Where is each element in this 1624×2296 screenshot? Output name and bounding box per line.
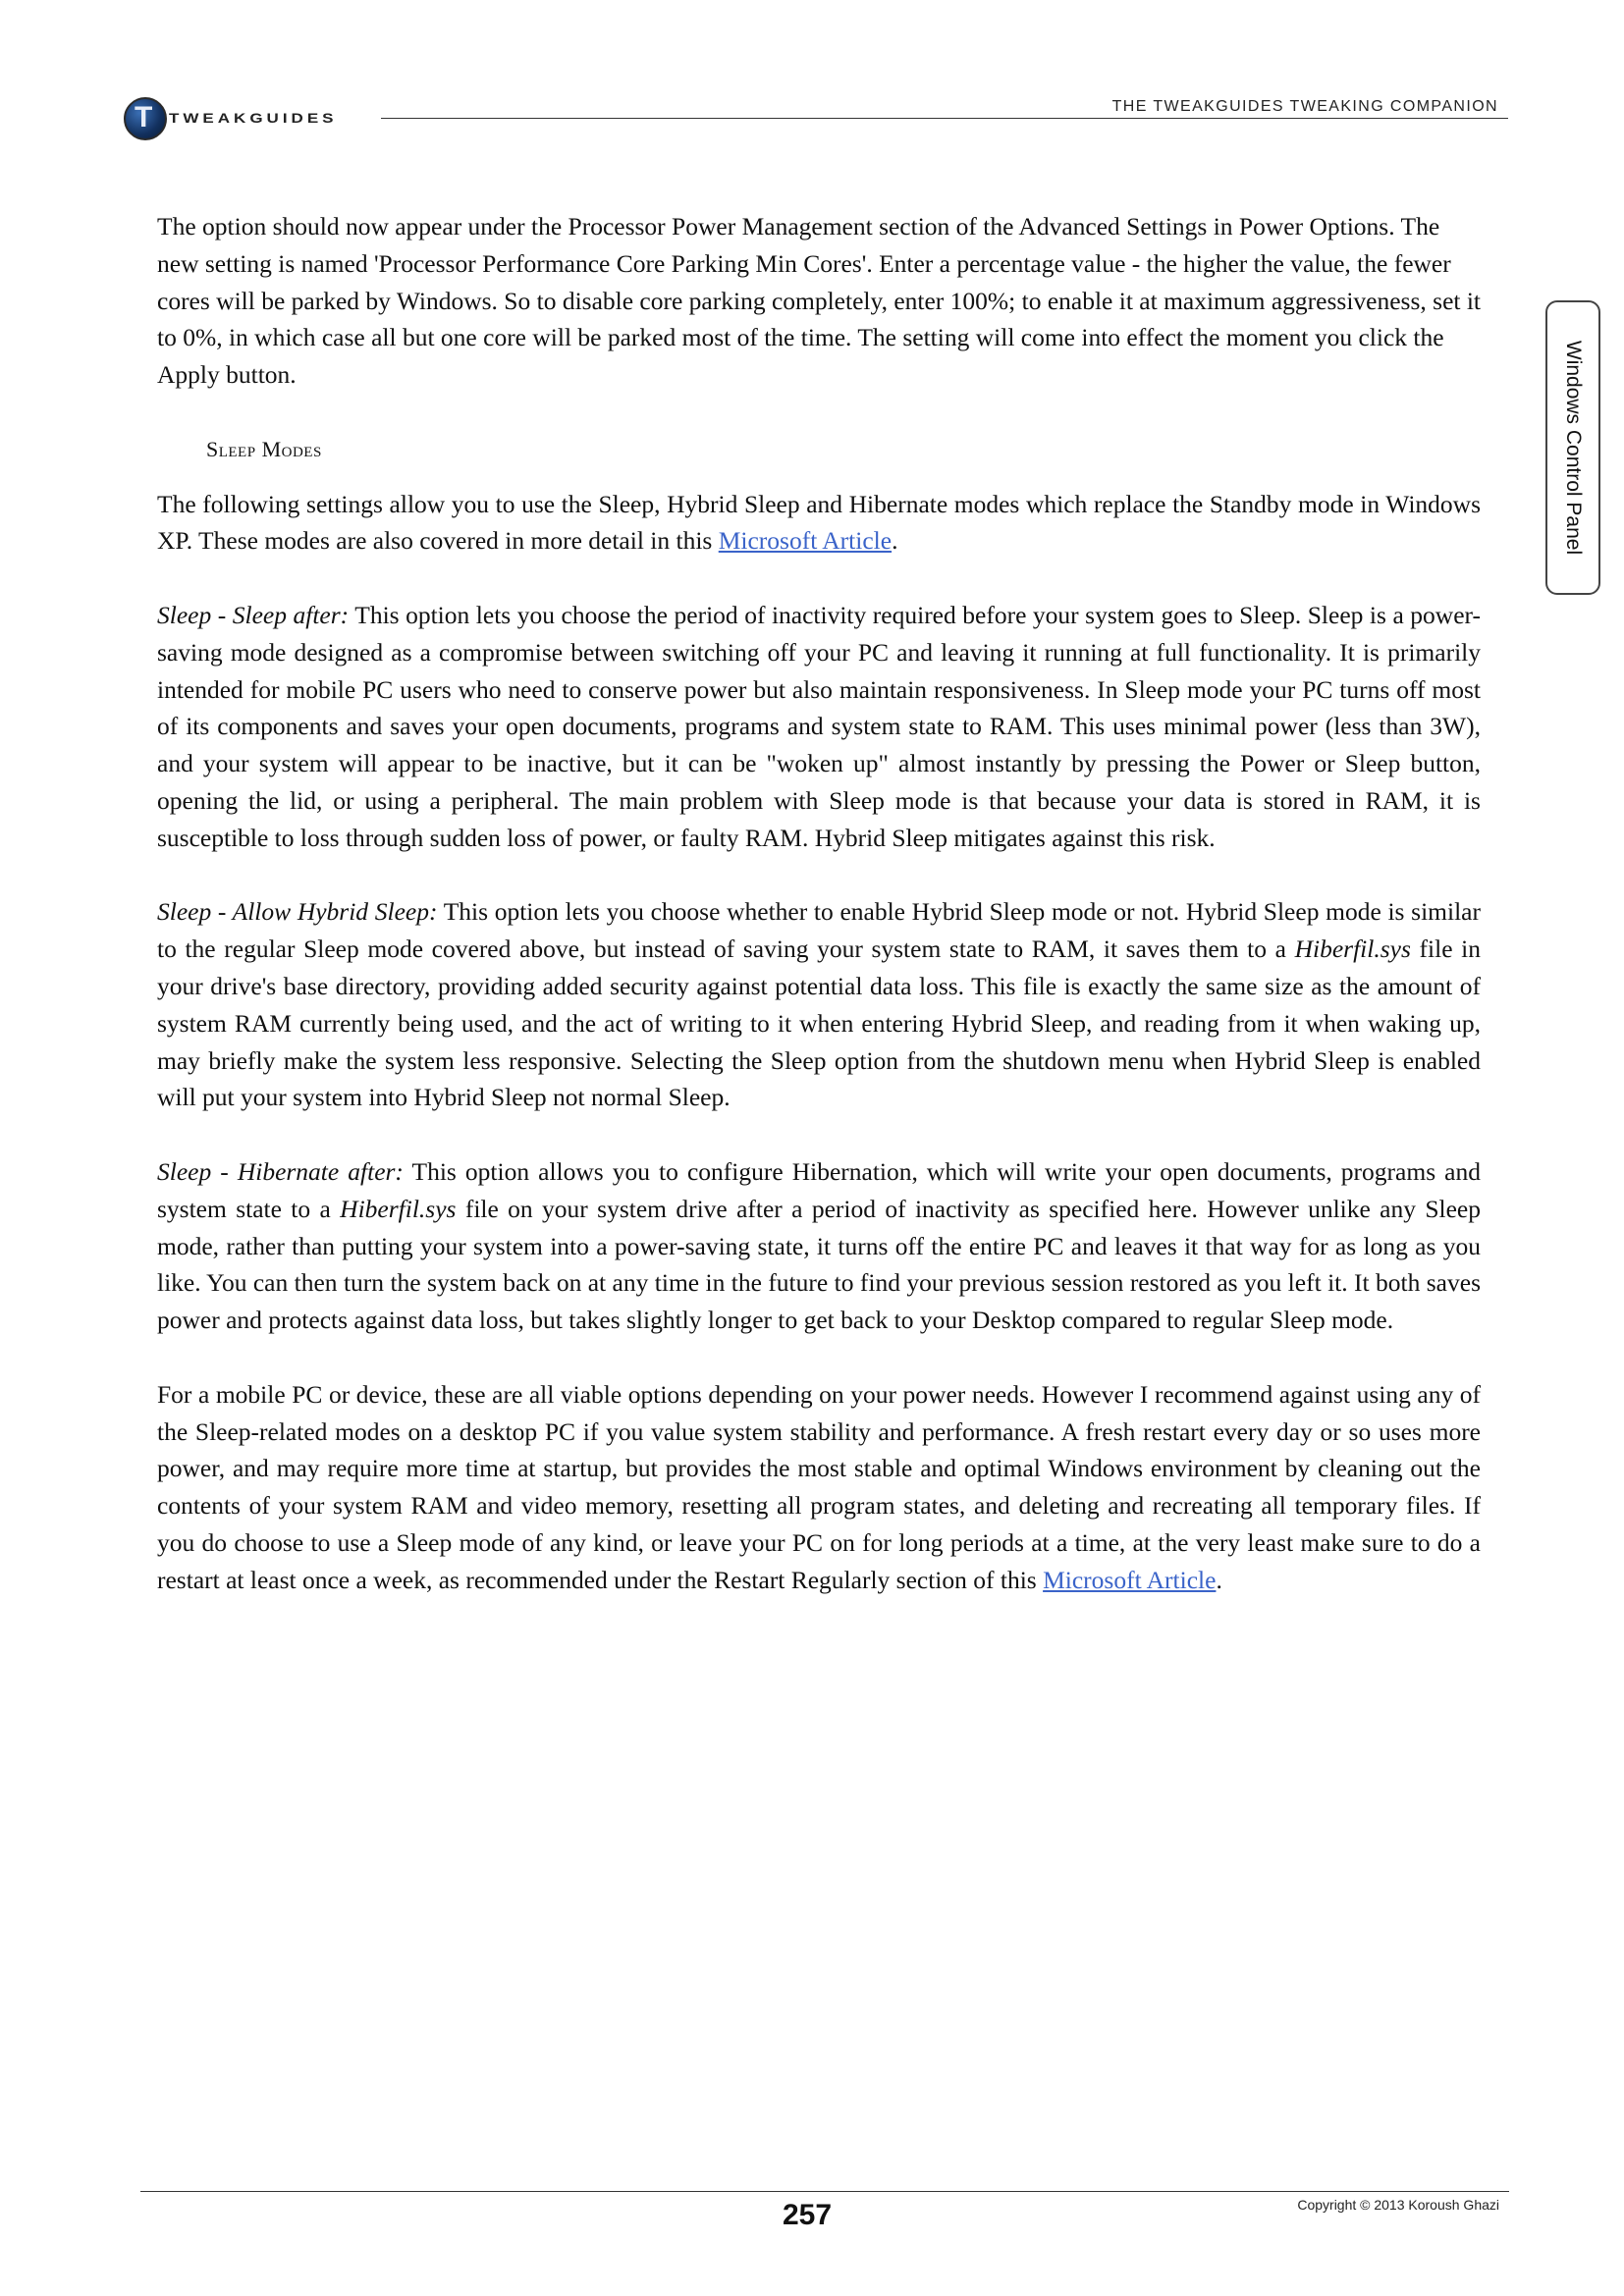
page-header (0, 0, 1624, 137)
paragraph-sleep-intro (157, 486, 1481, 561)
logo-wordmark: TWEAKGUIDES (169, 111, 338, 127)
page-body (157, 208, 1481, 1598)
setting-term: Sleep - Sleep after: (157, 600, 350, 629)
paragraph-text: . (1216, 1565, 1222, 1594)
header-rule (381, 118, 1508, 119)
paragraph-text: This option allows you to configure Hibernation, which will write your open documents, programs and system state to a (157, 1156, 1481, 1223)
copyright-notice: Copyright © 2013 Koroush Ghazi (1297, 2197, 1499, 2213)
chapter-side-tab-label: Windows Control Panel (1562, 340, 1585, 556)
paragraph-text: This option lets you choose the period of inactivity required before your system goes to Sleep. Sleep is a power-saving mode designed as a compromise between switching off your PC and leaving it running at full functionality. It is primarily intended for mobile PC users who need to conserve power but also maintain responsiveness. In Sleep mode your PC turns off most of its components and saves your open documents, programs and system state to RAM. This uses minimal power (less than 3W), and your system will appear to be inactive, but it can be "woken up" almost instantly by pressing the Power or Sleep button, opening the lid, or using a peripheral. The main problem with Sleep mode is that because your data is stored in RAM, it is susceptible to loss through sudden loss of power, or faulty RAM. Hybrid Sleep mitigates against this risk. (157, 600, 1481, 852)
setting-term: Sleep - Hibernate after: (157, 1156, 404, 1186)
filename-text: Hiberfil.sys (1294, 934, 1411, 964)
header-title: THE TWEAKGUIDES TWEAKING COMPANION (1111, 98, 1498, 115)
paragraph-core-parking: The option should now appear under the Processor Power Management section of the Advanced Settings in Power Options. The new setting is named 'Processor Performance Core Parking Min Cores'. Enter a percentage value - the higher the value, the fewer cores will be parked by Windows. So to disable core parking completely, enter 100%; to enable it at maximum aggressiveness, set it to 0%, in which case all but one core will be parked most of the time. The setting will come into effect the moment you click the Apply button. (157, 212, 1482, 390)
paragraph-hybrid-sleep (157, 893, 1481, 1116)
section-heading-sleep-modes: Sleep Modes (206, 436, 322, 461)
logo-globe-icon (124, 97, 167, 140)
tweakguides-logo (124, 96, 338, 141)
microsoft-article-link[interactable]: Microsoft Article (718, 526, 893, 556)
chapter-side-tab (1545, 300, 1600, 595)
footer-rule (140, 2191, 1509, 2192)
paragraph-sleep-after (157, 597, 1481, 857)
paragraph-text: For a mobile PC or device, these are all viable options depending on your power needs. However I recommend against using any of the Sleep-related modes on a desktop PC if you value system stability and performance. A fresh restart every day or so uses more power, and may require more time at startup, but provides the most stable and optimal Windows environment by cleaning out the contents of your system RAM and video memory, resetting all program states, and deleting and recreating all temporary files. If you do choose to use a Sleep mode of any kind, or leave your PC on for long periods at a time, at the very least make sure to do a restart at least once a week, as recommended under the Restart Regularly section of this (157, 1379, 1481, 1594)
filename-text: Hiberfil.sys (340, 1194, 457, 1223)
paragraph-text: . (892, 526, 898, 556)
paragraph-hibernate-after (157, 1153, 1481, 1339)
paragraph-text: The following settings allow you to use the Sleep, Hybrid Sleep and Hibernate modes which replace the Standby mode in Windows XP. These modes are also covered in more detail in this (157, 489, 1481, 556)
page-number: 257 (783, 2199, 833, 2231)
paragraph-text: file on your system drive after a period of inactivity as specified here. However unlike any Sleep mode, rather than putting your system into a power-saving state, it turns off the entire PC and leaves it that way for as long as you like. You can then turn the system back on at any time in the future to find your previous session restored as you left it. It both saves power and protects against data loss, but takes slightly longer to get back to your Desktop compared to regular Sleep mode. (157, 1194, 1481, 1335)
paragraph-text: file in your drive's base directory, providing added security against potential data loss. This file is exactly the same size as the amount of system RAM currently being used, and the act of writing to it when entering Hybrid Sleep, and reading from it when waking up, may briefly make the system less responsive. Selecting the Sleep option from the shutdown menu when Hybrid Sleep is enabled will put your system into Hybrid Sleep not normal Sleep. (157, 934, 1481, 1112)
microsoft-article-link[interactable]: Microsoft Article (1043, 1565, 1217, 1594)
paragraph-recommendation (157, 1376, 1481, 1599)
paragraph-text: This option lets you choose whether to enable Hybrid Sleep mode or not. Hybrid Sleep mode is similar to the regular Sleep mode covered above, but instead of saving your system state to RAM, it saves them to a (157, 897, 1481, 964)
setting-term: Sleep - Allow Hybrid Sleep: (157, 897, 438, 927)
